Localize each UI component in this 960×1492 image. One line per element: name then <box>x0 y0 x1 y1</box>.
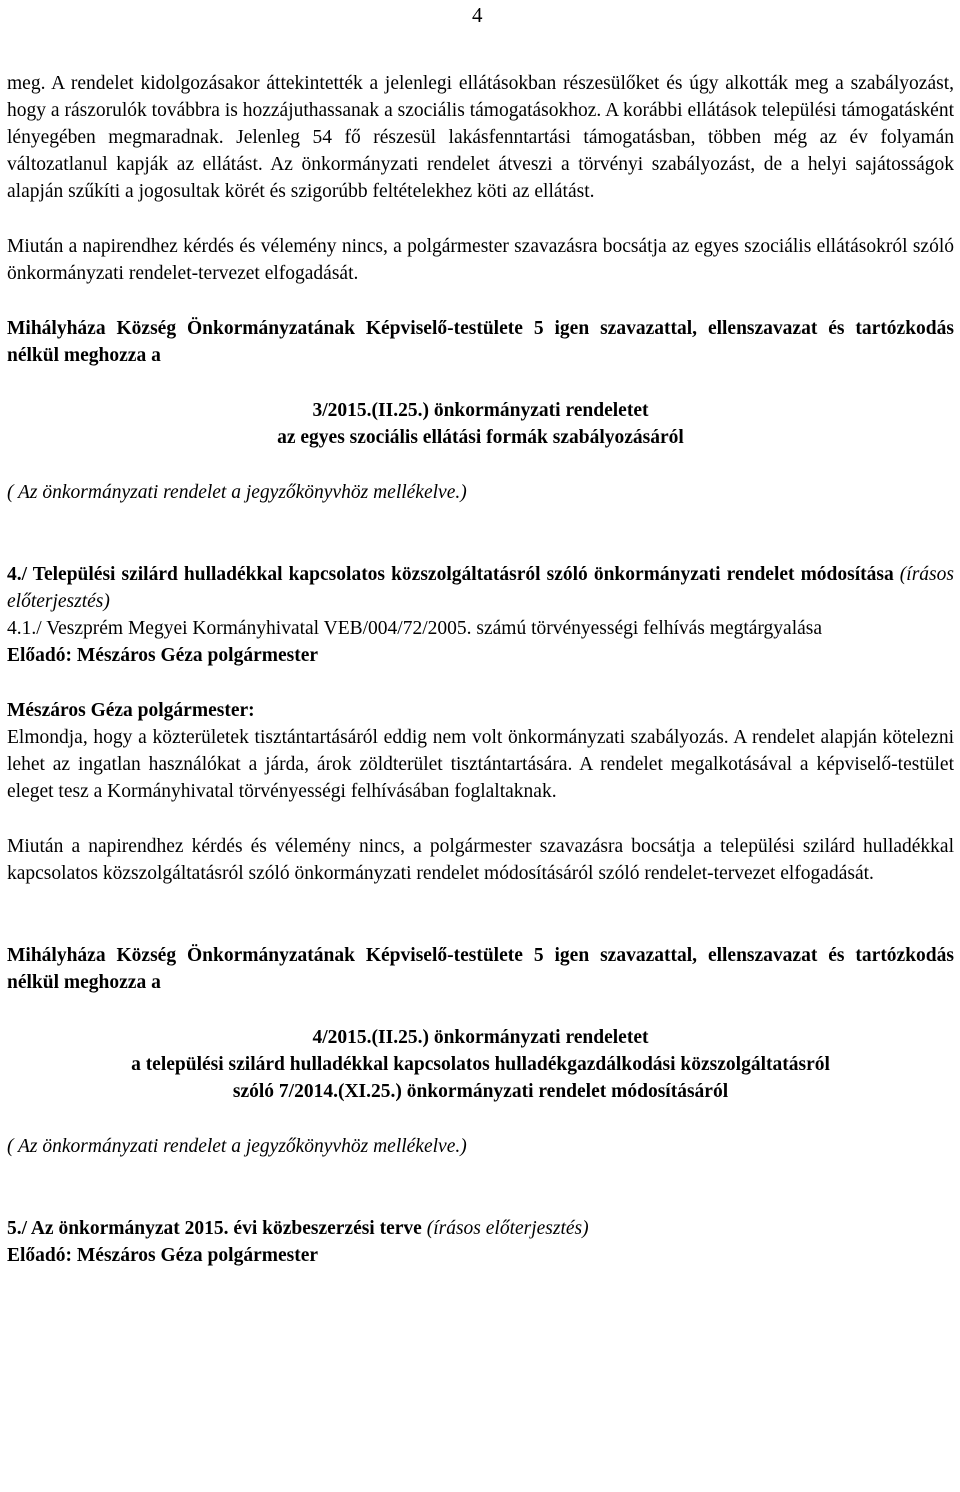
speech-paragraph: Elmondja, hogy a közterületek tisztántartásáról eddig nem volt önkormányzati szabályozás. A rendelet alapján kötelezni lehet az ingatlan használókat a járda, árok zöldterület tisztántartására. A rendelet megalkotásával a képviselő-testület eleget tesz a Kormányhivatal törvényességi felhívásában foglaltaknak. <box>7 727 954 802</box>
attachment-note: ( Az önkormányzati rendelet a jegyzőkönyvhöz mellékelve.) <box>7 1136 467 1157</box>
intro-paragraph: meg. A rendelet kidolgozásakor áttekintették a jelenlegi ellátásokban részesülőket és úgy alkották meg a szabályozást, hogy a rászorulók továbbra is hozzájuthassanak a szociális támogatásokhoz. A korábbi ellátások települési támogatásként lényegében megmaradnak. Jelenleg 54 fő részesül lakásfenntartási támogatásban, többen még az év folyamán változatlanul kapják az ellátást. Az önkormányzati rendelet átveszi a törvényi szabályozást, de a helyi sajátosságok alapján szűkíti a jogosultak körét és szigorúbb feltételekhez köti az ellátást. <box>7 73 954 202</box>
speaker-name: Mészáros Géza polgármester: <box>7 700 255 721</box>
agenda-item-4-doc-type: (írásos előterjesztés) <box>7 564 954 612</box>
regulation-number: 3/2015.(II.25.) önkormányzati rendeletet <box>312 400 649 421</box>
agenda-item-5-heading <box>7 1215 954 1242</box>
agenda-item-5-title: 5./ Az önkormányzat 2015. évi közbeszerzési terve <box>7 1218 422 1239</box>
attachment-note: ( Az önkormányzati rendelet a jegyzőkönyvhöz mellékelve.) <box>7 482 467 503</box>
document-body <box>7 70 954 1269</box>
regulation-title-line: a települési szilárd hulladékkal kapcsolatos hulladékgazdálkodási közszolgáltatásról <box>131 1054 830 1075</box>
presenter: Előadó: Mészáros Géza polgármester <box>7 645 319 666</box>
agenda-item-4-heading <box>7 561 954 615</box>
page-number: 4 <box>472 3 483 27</box>
agenda-item-5-doc-type: (írásos előterjesztés) <box>421 1218 589 1239</box>
vote-intro-paragraph: Miután a napirendhez kérdés és vélemény nincs, a polgármester szavazásra bocsátja az egyes szociális ellátásokról szóló önkormányzati rendelet-tervezet elfogadását. <box>7 236 954 284</box>
decision-statement: Mihályháza Község Önkormányzatának Képviselő-testülete 5 igen szavazattal, ellenszavazat és tartózkodás nélkül meghozza a <box>7 945 954 993</box>
regulation-title-line: szóló 7/2014.(XI.25.) önkormányzati rendelet módosításáról <box>232 1081 729 1102</box>
decision-statement: Mihályháza Község Önkormányzatának Képviselő-testülete 5 igen szavazattal, ellenszavazat és tartózkodás nélkül meghozza a <box>7 318 954 366</box>
agenda-item-4-1: 4.1./ Veszprém Megyei Kormányhivatal VEB/004/72/2005. számú törvényességi felhívás megtárgyalása <box>7 618 823 639</box>
presenter: Előadó: Mészáros Géza polgármester <box>7 1245 319 1266</box>
regulation-title: az egyes szociális ellátási formák szabályozásáról <box>277 427 684 448</box>
vote-intro-paragraph: Miután a napirendhez kérdés és vélemény nincs, a polgármester szavazásra bocsátja a települési szilárd hulladékkal kapcsolatos közszolgáltatásról szóló önkormányzati rendelet módosításáról szóló rendelet-tervezet elfogadását. <box>7 836 954 884</box>
regulation-number: 4/2015.(II.25.) önkormányzati rendeletet <box>312 1027 649 1048</box>
agenda-item-4-title: 4./ Települési szilárd hulladékkal kapcsolatos közszolgáltatásról szóló önkormányzati rendelet módosítása <box>7 564 894 585</box>
